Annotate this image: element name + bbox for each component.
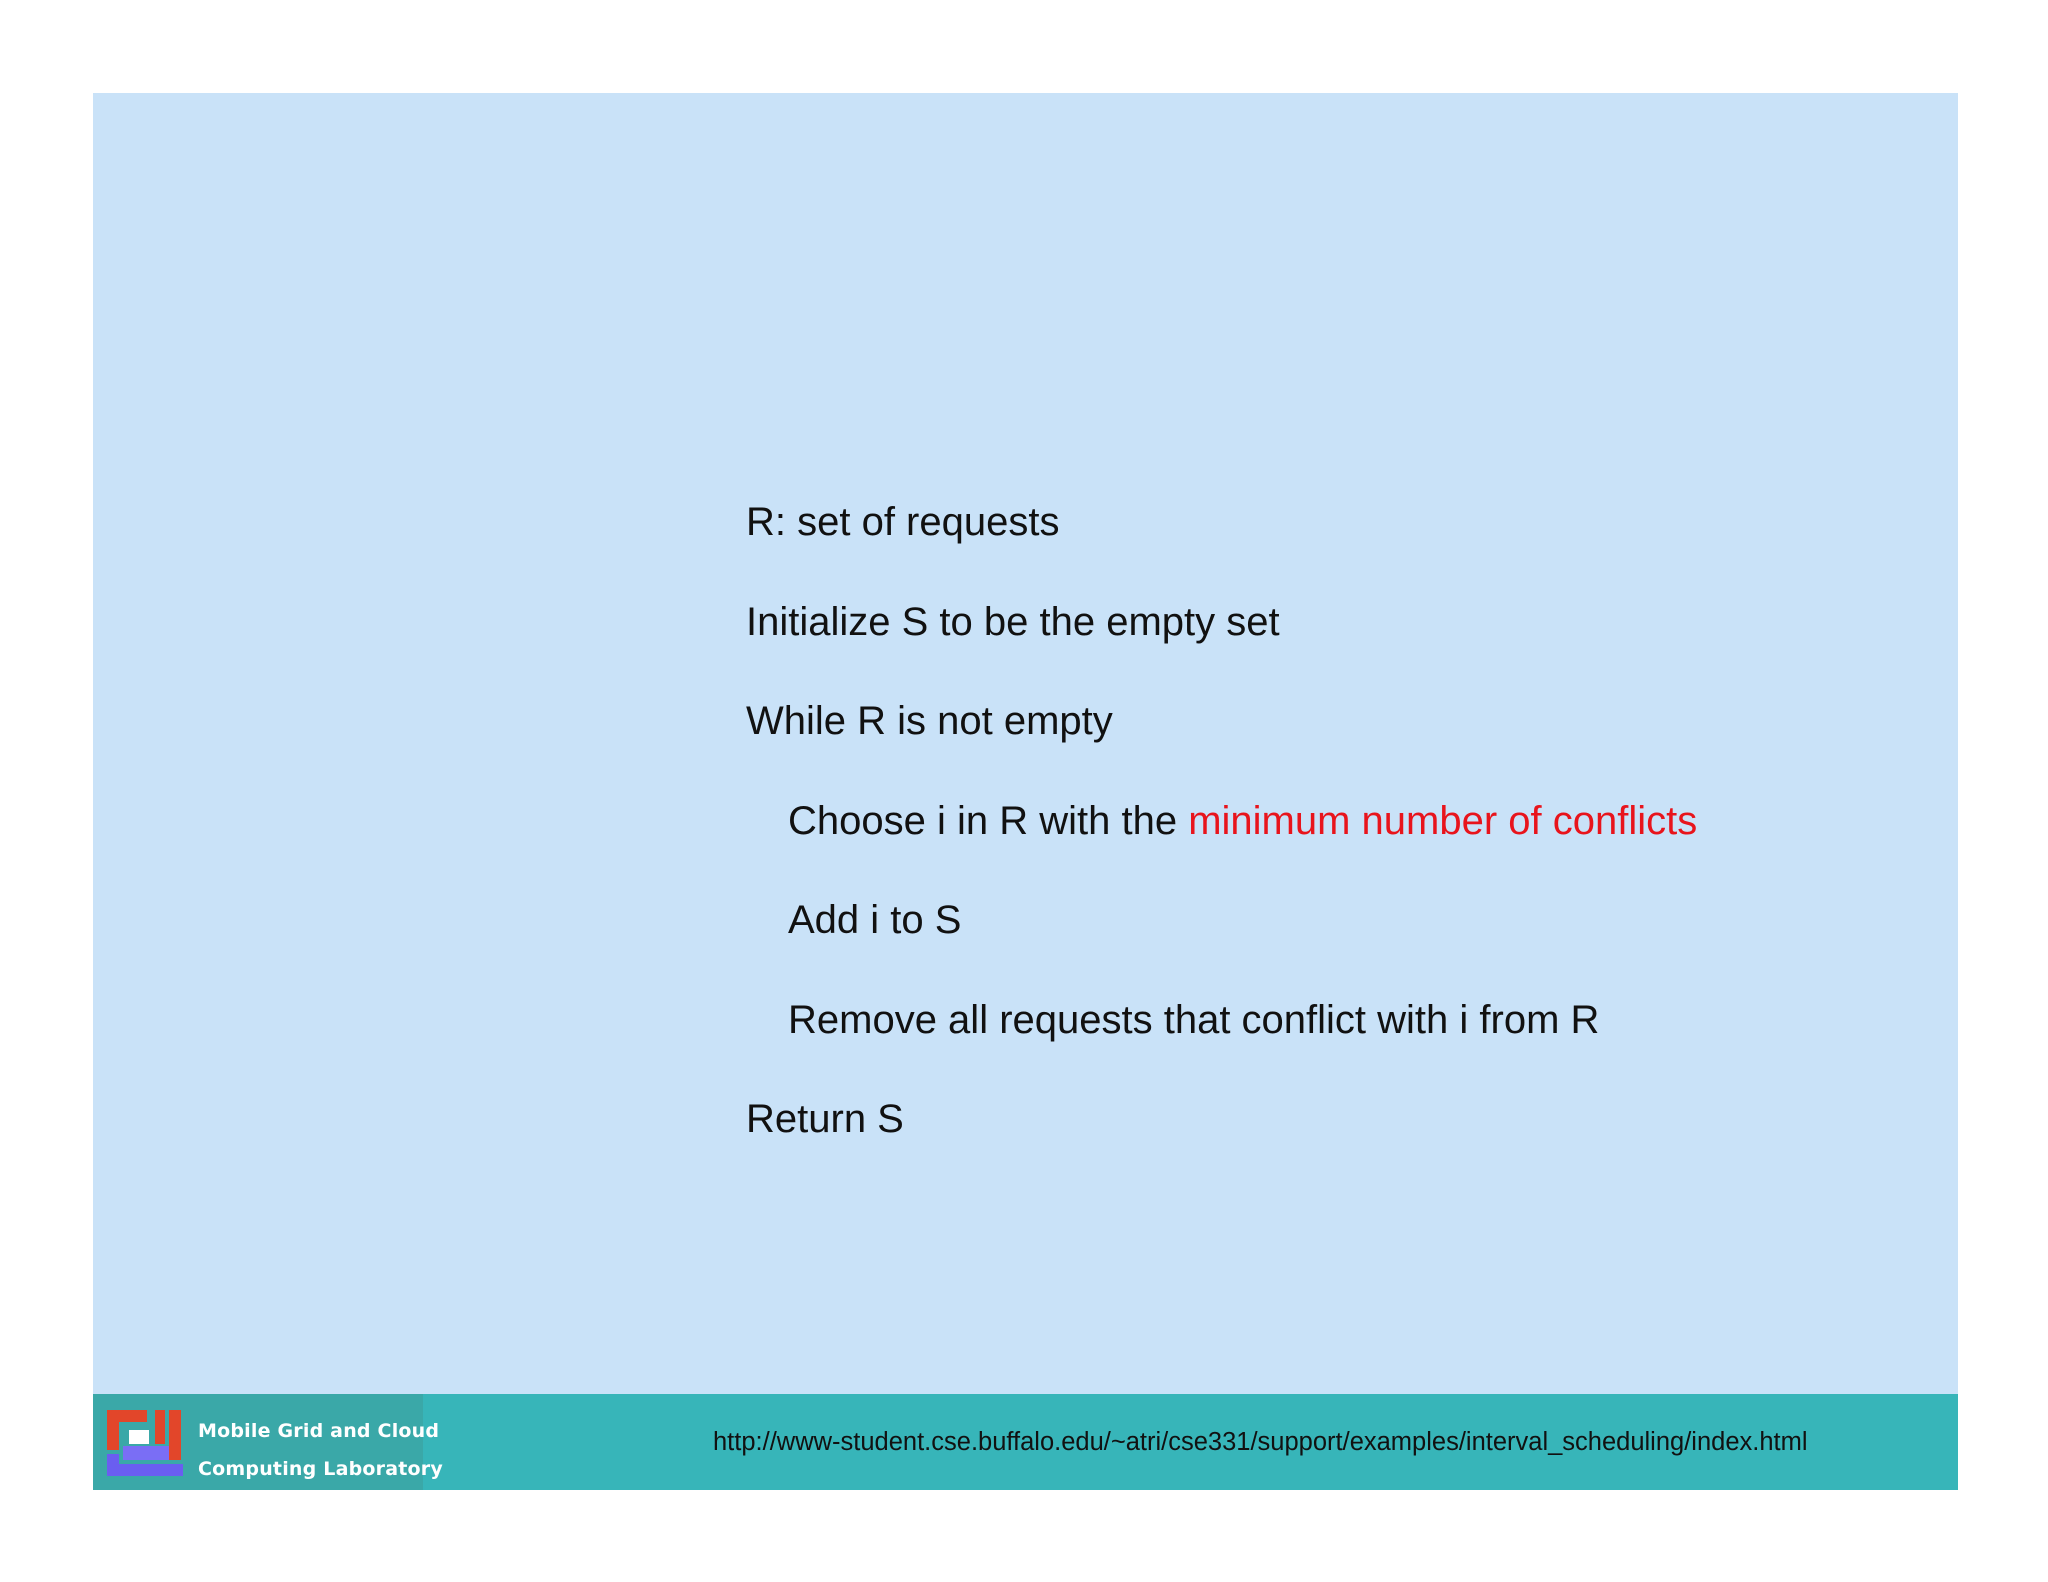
highlighted-criterion: minimum number of conflicts xyxy=(1188,798,1698,843)
lab-name-line1: Mobile Grid and Cloud xyxy=(198,1420,440,1442)
footer-bar xyxy=(93,1394,1958,1490)
algorithm-line: Initialize S to be the empty set xyxy=(746,599,1280,644)
algorithm-line: R: set of requests xyxy=(746,500,1060,544)
lab-name xyxy=(198,1412,443,1488)
lab-logo-icon xyxy=(107,1410,183,1476)
slide xyxy=(93,93,1958,1490)
algorithm-pseudocode xyxy=(746,473,1697,1170)
algorithm-line: While R is not empty xyxy=(746,699,1113,743)
algorithm-line: Remove all requests that conflict with i from R xyxy=(788,997,1600,1042)
lab-logo xyxy=(93,1394,443,1490)
source-url[interactable]: http://www-student.cse.buffalo.edu/~atri/cse331/support/examples/interval_scheduling/index.html xyxy=(713,1428,1808,1456)
algorithm-line-choose xyxy=(746,772,1697,872)
algorithm-line: Return S xyxy=(746,1097,904,1141)
lab-name-line2: Computing Laboratory xyxy=(198,1458,443,1480)
choose-text: Choose i in R with the xyxy=(788,798,1189,843)
algorithm-line: Add i to S xyxy=(788,898,962,942)
